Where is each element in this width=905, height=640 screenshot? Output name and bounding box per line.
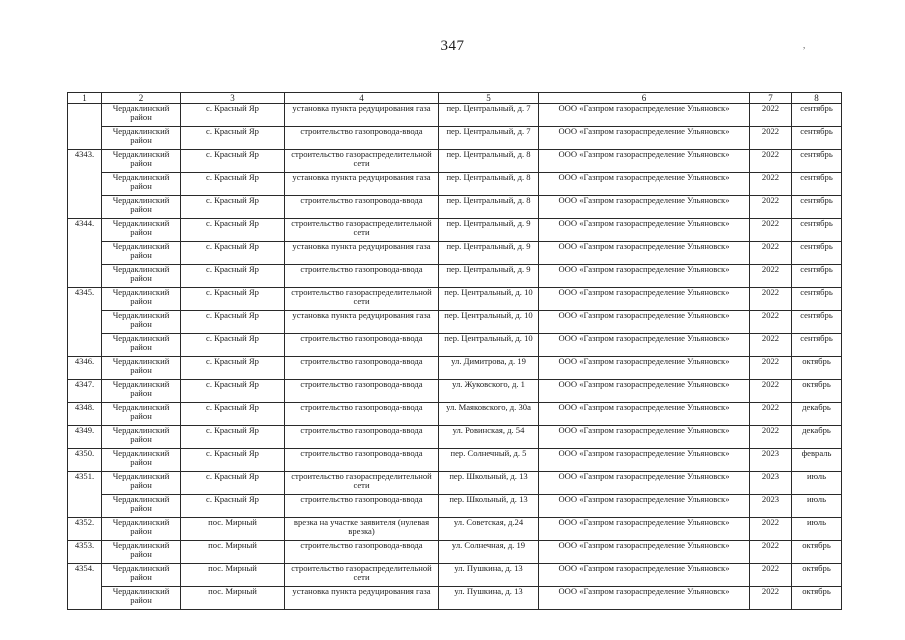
work-type-cell: строительство газопровода-ввода	[285, 495, 439, 518]
table-row	[68, 518, 842, 541]
table-row	[68, 403, 842, 426]
district-cell: Чердаклинский район	[102, 380, 181, 403]
row-number-cell: 4354.	[68, 564, 102, 610]
settlement-cell: с. Красный Яр	[181, 472, 285, 495]
table-row	[68, 288, 842, 311]
district-cell: Чердаклинский район	[102, 518, 181, 541]
year-cell: 2022	[750, 334, 792, 357]
settlement-cell: с. Красный Яр	[181, 219, 285, 242]
address-cell: ул. Советская, д.24	[439, 518, 539, 541]
register-table	[67, 92, 842, 610]
row-number-cell: 4352.	[68, 518, 102, 541]
table-row	[68, 219, 842, 242]
district-cell: Чердаклинский район	[102, 196, 181, 219]
settlement-cell: с. Красный Яр	[181, 380, 285, 403]
district-cell: Чердаклинский район	[102, 472, 181, 495]
page-number: 347	[440, 38, 465, 54]
month-cell: октябрь	[792, 357, 842, 380]
column-header: 8	[792, 93, 842, 104]
table-row	[68, 150, 842, 173]
row-number-cell: 4347.	[68, 380, 102, 403]
organization-cell: ООО «Газпром газораспределение Ульяновск»	[539, 380, 750, 403]
month-cell: декабрь	[792, 403, 842, 426]
district-cell: Чердаклинский район	[102, 564, 181, 587]
month-cell: октябрь	[792, 564, 842, 587]
year-cell: 2022	[750, 265, 792, 288]
settlement-cell: с. Красный Яр	[181, 104, 285, 127]
year-cell: 2022	[750, 587, 792, 610]
month-cell: сентябрь	[792, 196, 842, 219]
row-number-cell: 4346.	[68, 357, 102, 380]
address-cell: пер. Центральный, д. 8	[439, 150, 539, 173]
organization-cell: ООО «Газпром газораспределение Ульяновск»	[539, 196, 750, 219]
organization-cell: ООО «Газпром газораспределение Ульяновск»	[539, 472, 750, 495]
organization-cell: ООО «Газпром газораспределение Ульяновск»	[539, 495, 750, 518]
address-cell: пер. Школьный, д. 13	[439, 495, 539, 518]
organization-cell: ООО «Газпром газораспределение Ульяновск»	[539, 242, 750, 265]
address-cell: ул. Солнечная, д. 19	[439, 541, 539, 564]
settlement-cell: пос. Мирный	[181, 564, 285, 587]
year-cell: 2022	[750, 380, 792, 403]
month-cell: октябрь	[792, 380, 842, 403]
column-header: 7	[750, 93, 792, 104]
settlement-cell: с. Красный Яр	[181, 127, 285, 150]
month-cell: июль	[792, 472, 842, 495]
table-row	[68, 495, 842, 518]
scan-mark: ,	[803, 40, 806, 50]
address-cell: пер. Центральный, д. 7	[439, 104, 539, 127]
row-number-cell: 4345.	[68, 288, 102, 357]
organization-cell: ООО «Газпром газораспределение Ульяновск»	[539, 288, 750, 311]
organization-cell: ООО «Газпром газораспределение Ульяновск»	[539, 334, 750, 357]
address-cell: пер. Школьный, д. 13	[439, 472, 539, 495]
work-type-cell: строительство газораспределительной сети	[285, 219, 439, 242]
row-number-cell: 4344.	[68, 219, 102, 288]
work-type-cell: строительство газопровода-ввода	[285, 426, 439, 449]
organization-cell: ООО «Газпром газораспределение Ульяновск»	[539, 518, 750, 541]
district-cell: Чердаклинский район	[102, 127, 181, 150]
month-cell: декабрь	[792, 426, 842, 449]
organization-cell: ООО «Газпром газораспределение Ульяновск»	[539, 541, 750, 564]
address-cell: пер. Центральный, д. 9	[439, 265, 539, 288]
address-cell: пер. Центральный, д. 7	[439, 127, 539, 150]
year-cell: 2022	[750, 518, 792, 541]
settlement-cell: с. Красный Яр	[181, 357, 285, 380]
district-cell: Чердаклинский район	[102, 334, 181, 357]
work-type-cell: строительство газопровода-ввода	[285, 380, 439, 403]
settlement-cell: пос. Мирный	[181, 518, 285, 541]
month-cell: февраль	[792, 449, 842, 472]
address-cell: пер. Центральный, д. 8	[439, 196, 539, 219]
row-number-cell: 4343.	[68, 150, 102, 219]
table-row	[68, 127, 842, 150]
organization-cell: ООО «Газпром газораспределение Ульяновск»	[539, 587, 750, 610]
work-type-cell: строительство газопровода-ввода	[285, 357, 439, 380]
month-cell: сентябрь	[792, 150, 842, 173]
year-cell: 2022	[750, 357, 792, 380]
address-cell: ул. Пушкина, д. 13	[439, 564, 539, 587]
month-cell: октябрь	[792, 587, 842, 610]
settlement-cell: с. Красный Яр	[181, 311, 285, 334]
address-cell: пер. Солнечный, д. 5	[439, 449, 539, 472]
year-cell: 2022	[750, 242, 792, 265]
district-cell: Чердаклинский район	[102, 150, 181, 173]
organization-cell: ООО «Газпром газораспределение Ульяновск»	[539, 173, 750, 196]
settlement-cell: с. Красный Яр	[181, 334, 285, 357]
district-cell: Чердаклинский район	[102, 541, 181, 564]
year-cell: 2022	[750, 403, 792, 426]
organization-cell: ООО «Газпром газораспределение Ульяновск»	[539, 311, 750, 334]
work-type-cell: строительство газопровода-ввода	[285, 541, 439, 564]
column-header: 6	[539, 93, 750, 104]
year-cell: 2022	[750, 541, 792, 564]
month-cell: сентябрь	[792, 288, 842, 311]
address-cell: ул. Пушкина, д. 13	[439, 587, 539, 610]
table-row	[68, 173, 842, 196]
district-cell: Чердаклинский район	[102, 403, 181, 426]
table-row	[68, 541, 842, 564]
year-cell: 2022	[750, 288, 792, 311]
month-cell: октябрь	[792, 541, 842, 564]
column-header: 2	[102, 93, 181, 104]
year-cell: 2022	[750, 173, 792, 196]
month-cell: сентябрь	[792, 104, 842, 127]
address-cell: пер. Центральный, д. 8	[439, 173, 539, 196]
organization-cell: ООО «Газпром газораспределение Ульяновск»	[539, 150, 750, 173]
settlement-cell: с. Красный Яр	[181, 495, 285, 518]
table-row	[68, 265, 842, 288]
year-cell: 2022	[750, 311, 792, 334]
month-cell: сентябрь	[792, 265, 842, 288]
address-cell: ул. Ровинская, д. 54	[439, 426, 539, 449]
address-cell: пер. Центральный, д. 9	[439, 219, 539, 242]
year-cell: 2023	[750, 472, 792, 495]
settlement-cell: пос. Мирный	[181, 587, 285, 610]
settlement-cell: пос. Мирный	[181, 541, 285, 564]
address-cell: ул. Маяковского, д. 30а	[439, 403, 539, 426]
table-row	[68, 587, 842, 610]
year-cell: 2023	[750, 495, 792, 518]
district-cell: Чердаклинский район	[102, 311, 181, 334]
table-row	[68, 196, 842, 219]
settlement-cell: с. Красный Яр	[181, 426, 285, 449]
organization-cell: ООО «Газпром газораспределение Ульяновск»	[539, 357, 750, 380]
year-cell: 2023	[750, 449, 792, 472]
work-type-cell: строительство газораспределительной сети	[285, 288, 439, 311]
work-type-cell: врезка на участке заявителя (нулевая врезка)	[285, 518, 439, 541]
organization-cell: ООО «Газпром газораспределение Ульяновск»	[539, 426, 750, 449]
settlement-cell: с. Красный Яр	[181, 196, 285, 219]
month-cell: сентябрь	[792, 173, 842, 196]
year-cell: 2022	[750, 127, 792, 150]
row-number-cell: 4349.	[68, 426, 102, 449]
year-cell: 2022	[750, 196, 792, 219]
row-number-cell	[68, 104, 102, 150]
column-header: 1	[68, 93, 102, 104]
district-cell: Чердаклинский район	[102, 495, 181, 518]
settlement-cell: с. Красный Яр	[181, 449, 285, 472]
work-type-cell: строительство газопровода-ввода	[285, 127, 439, 150]
district-cell: Чердаклинский район	[102, 242, 181, 265]
table-row	[68, 449, 842, 472]
work-type-cell: установка пункта редуцирования газа	[285, 587, 439, 610]
district-cell: Чердаклинский район	[102, 104, 181, 127]
year-cell: 2022	[750, 219, 792, 242]
month-cell: сентябрь	[792, 219, 842, 242]
work-type-cell: строительство газораспределительной сети	[285, 564, 439, 587]
year-cell: 2022	[750, 104, 792, 127]
table-row	[68, 242, 842, 265]
table-body	[68, 104, 842, 610]
district-cell: Чердаклинский район	[102, 426, 181, 449]
address-cell: пер. Центральный, д. 9	[439, 242, 539, 265]
work-type-cell: строительство газораспределительной сети	[285, 150, 439, 173]
settlement-cell: с. Красный Яр	[181, 288, 285, 311]
month-cell: сентябрь	[792, 334, 842, 357]
table-row	[68, 380, 842, 403]
work-type-cell: строительство газопровода-ввода	[285, 403, 439, 426]
column-header: 3	[181, 93, 285, 104]
row-number-cell: 4348.	[68, 403, 102, 426]
district-cell: Чердаклинский район	[102, 449, 181, 472]
address-cell: ул. Димитрова, д. 19	[439, 357, 539, 380]
work-type-cell: установка пункта редуцирования газа	[285, 173, 439, 196]
table-row	[68, 357, 842, 380]
year-cell: 2022	[750, 564, 792, 587]
column-header: 5	[439, 93, 539, 104]
month-cell: июль	[792, 495, 842, 518]
organization-cell: ООО «Газпром газораспределение Ульяновск»	[539, 127, 750, 150]
address-cell: ул. Жуковского, д. 1	[439, 380, 539, 403]
table-row	[68, 564, 842, 587]
year-cell: 2022	[750, 150, 792, 173]
district-cell: Чердаклинский район	[102, 173, 181, 196]
settlement-cell: с. Красный Яр	[181, 173, 285, 196]
district-cell: Чердаклинский район	[102, 219, 181, 242]
organization-cell: ООО «Газпром газораспределение Ульяновск»	[539, 219, 750, 242]
work-type-cell: строительство газопровода-ввода	[285, 265, 439, 288]
district-cell: Чердаклинский район	[102, 288, 181, 311]
month-cell: июль	[792, 518, 842, 541]
table-row	[68, 426, 842, 449]
organization-cell: ООО «Газпром газораспределение Ульяновск»	[539, 265, 750, 288]
month-cell: сентябрь	[792, 242, 842, 265]
table-row	[68, 311, 842, 334]
row-number-cell: 4351.	[68, 472, 102, 518]
table-row	[68, 472, 842, 495]
address-cell: пер. Центральный, д. 10	[439, 311, 539, 334]
work-type-cell: строительство газопровода-ввода	[285, 196, 439, 219]
year-cell: 2022	[750, 426, 792, 449]
settlement-cell: с. Красный Яр	[181, 403, 285, 426]
row-number-cell: 4350.	[68, 449, 102, 472]
month-cell: сентябрь	[792, 127, 842, 150]
district-cell: Чердаклинский район	[102, 587, 181, 610]
organization-cell: ООО «Газпром газораспределение Ульяновск»	[539, 104, 750, 127]
organization-cell: ООО «Газпром газораспределение Ульяновск»	[539, 449, 750, 472]
address-cell: пер. Центральный, д. 10	[439, 288, 539, 311]
settlement-cell: с. Красный Яр	[181, 265, 285, 288]
work-type-cell: строительство газопровода-ввода	[285, 334, 439, 357]
district-cell: Чердаклинский район	[102, 357, 181, 380]
table-row	[68, 334, 842, 357]
table-row	[68, 104, 842, 127]
settlement-cell: с. Красный Яр	[181, 242, 285, 265]
column-header: 4	[285, 93, 439, 104]
district-cell: Чердаклинский район	[102, 265, 181, 288]
row-number-cell: 4353.	[68, 541, 102, 564]
work-type-cell: установка пункта редуцирования газа	[285, 242, 439, 265]
work-type-cell: строительство газопровода-ввода	[285, 449, 439, 472]
header-row	[68, 93, 842, 104]
organization-cell: ООО «Газпром газораспределение Ульяновск»	[539, 564, 750, 587]
settlement-cell: с. Красный Яр	[181, 150, 285, 173]
work-type-cell: установка пункта редуцирования газа	[285, 104, 439, 127]
work-type-cell: установка пункта редуцирования газа	[285, 311, 439, 334]
organization-cell: ООО «Газпром газораспределение Ульяновск»	[539, 403, 750, 426]
work-type-cell: строительство газораспределительной сети	[285, 472, 439, 495]
month-cell: сентябрь	[792, 311, 842, 334]
address-cell: пер. Центральный, д. 10	[439, 334, 539, 357]
